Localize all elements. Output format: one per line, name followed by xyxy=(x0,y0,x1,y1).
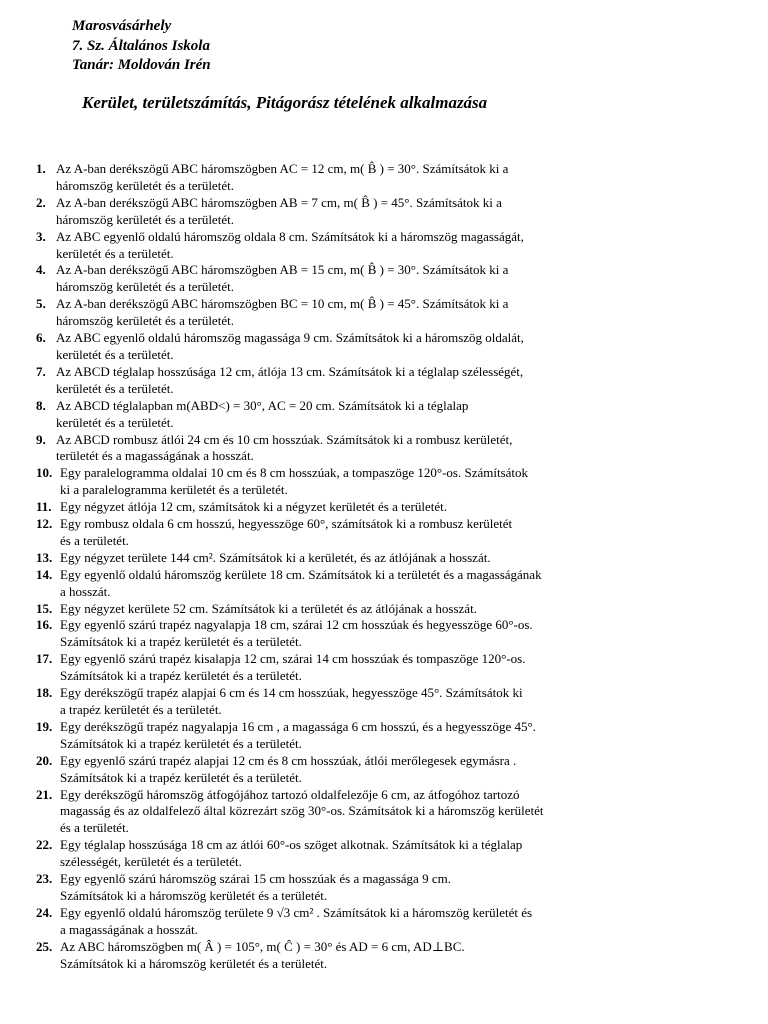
problem-item xyxy=(0,229,768,263)
problem-number: 8. xyxy=(36,397,46,413)
problem-text: Az ABCD téglalapban m(ABD<) = 30°, AC = 20 cm. Számítsátok ki a téglalap xyxy=(56,397,469,413)
problem-list xyxy=(0,161,768,973)
problem-item xyxy=(0,651,768,685)
problem-text: Egy rombusz oldala 6 cm hosszú, hegyesszöge 60°, számítsátok ki a rombusz kerületét xyxy=(60,516,513,532)
problem-text-continued: kerületét és a területét. xyxy=(56,380,174,396)
problem-text: Egy egyenlő oldalú háromszög kerülete 18 cm. Számítsátok ki a területét és a magasságának xyxy=(60,566,542,582)
problem-text: Egy egyenlő szárú trapéz kisalapja 12 cm, szárai 14 cm hosszúak és tompaszöge 120°-os. xyxy=(60,651,526,667)
problem-text: Egy paralelogramma oldalai 10 cm és 8 cm hosszúak, a tompaszöge 120°-os. Számítsátok xyxy=(60,465,529,481)
problem-item xyxy=(0,617,768,651)
problem-number: 1. xyxy=(36,161,46,176)
problem-number: 4. xyxy=(36,262,46,278)
problem-item xyxy=(0,939,768,973)
problem-text-continued: Számítsátok ki a háromszög kerületét és a területét. xyxy=(60,887,328,903)
problem-text-continued: Számítsátok ki a trapéz kerületét és a területét. xyxy=(60,769,302,785)
problem-number: 25. xyxy=(36,938,53,954)
problem-number: 21. xyxy=(36,786,53,802)
problem-item xyxy=(0,601,768,618)
problem-text: Egy derékszögű háromszög átfogójához tartozó oldalfelezője 6 cm, az átfogóhoz tartozó xyxy=(60,786,520,802)
problem-item xyxy=(0,330,768,364)
problem-text-continued: szélességét, kerületét és a területét. xyxy=(60,854,242,870)
problem-text-continued: kerületét és a területét. xyxy=(56,346,174,362)
problem-item xyxy=(0,516,768,550)
problem-text-continued: háromszög kerületét és a területét. xyxy=(56,279,234,295)
problem-number: 14. xyxy=(36,566,53,582)
problem-text: Az A-ban derékszögű ABC háromszögben AB = 15 cm, m( B̂ ) = 30°. Számítsátok ki a xyxy=(56,262,509,278)
problem-number: 6. xyxy=(36,330,46,346)
problem-item xyxy=(0,719,768,753)
problem-text: Egy négyzet kerülete 52 cm. Számítsátok ki a területét és az átlójának a hosszát. xyxy=(60,600,477,616)
problem-text-continued: háromszög kerületét és a területét. xyxy=(56,177,234,193)
problem-item xyxy=(0,550,768,567)
problem-number: 5. xyxy=(36,296,46,312)
problem-number: 2. xyxy=(36,194,46,210)
problem-text: Az A-ban derékszögű ABC háromszögben BC = 10 cm, m( B̂ ) = 45°. Számítsátok ki a xyxy=(56,296,509,312)
problem-number: 17. xyxy=(36,651,53,667)
problem-number: 19. xyxy=(36,718,53,734)
problem-number: 7. xyxy=(36,363,46,379)
problem-number: 12. xyxy=(36,516,53,532)
problem-text: Egy négyzet átlója 12 cm, számítsátok ki a négyzet kerületét és a területét. xyxy=(60,499,447,515)
problem-item xyxy=(0,465,768,499)
problem-text: Az ABCD rombusz átlói 24 cm és 10 cm hosszúak. Számítsátok ki a rombusz kerületét, xyxy=(56,431,513,447)
problem-text: Egy téglalap hosszúsága 18 cm az átlói 60°-os szöget alkotnak. Számítsátok ki a téglalap xyxy=(60,837,523,853)
problem-number: 20. xyxy=(36,752,53,768)
problem-text: Az ABC háromszögben m( Â ) = 105°, m( Ĉ ) = 30° és AD = 6 cm, AD⊥BC. xyxy=(60,938,465,954)
problem-text: Az A-ban derékszögű ABC háromszögben AB = 7 cm, m( B̂ ) = 45°. Számítsátok ki a xyxy=(56,194,502,210)
problem-text: Egy egyenlő oldalú háromszög területe 9 √3 cm² . Számítsátok ki a háromszög kerületét és xyxy=(60,904,533,920)
problem-text-continued: és a területét. xyxy=(60,532,129,548)
problem-item xyxy=(0,905,768,939)
problem-item xyxy=(0,871,768,905)
problem-text-continued: a hosszát. xyxy=(60,583,111,599)
problem-number: 16. xyxy=(36,617,53,633)
problem-text: Egy derékszögű trapéz nagyalapja 16 cm , a magassága 6 cm hosszú, és a hegyesszöge 45°. xyxy=(60,718,536,734)
page-title: Kerület, területszámítás, Pitágorász tételének alkalmazása xyxy=(82,93,488,112)
problem-number: 22. xyxy=(36,837,53,853)
problem-text: Az A-ban derékszögű ABC háromszögben AC = 12 cm, m( B̂ ) = 30°. Számítsátok ki a xyxy=(56,161,509,176)
problem-text-continued: magasság és az oldalfelező által közrezárt szög 30°-os. Számítsátok ki a háromszög kerületét xyxy=(60,803,544,819)
problem-number: 18. xyxy=(36,685,53,701)
problem-text: Egy egyenlő szárú trapéz alapjai 12 cm és 8 cm hosszúak, átlói merőlegesek egymásra . xyxy=(60,752,517,768)
problem-item xyxy=(0,398,768,432)
problem-text: Egy négyzet területe 144 cm². Számítsátok ki a kerületét, és az átlójának a hosszát. xyxy=(60,549,491,565)
problem-text: Az ABC egyenlő oldalú háromszög magassága 9 cm. Számítsátok ki a háromszög oldalát, xyxy=(56,330,524,346)
problem-text-continued: kerületét és a területét. xyxy=(56,245,174,261)
problem-text-continued: ki a paralelogramma kerületét és a területét. xyxy=(60,482,288,498)
problem-item xyxy=(0,432,768,466)
problem-number: 15. xyxy=(36,600,53,616)
problem-item xyxy=(0,364,768,398)
problem-number: 24. xyxy=(36,904,53,920)
problem-text-continued: Számítsátok ki a trapéz kerületét és a területét. xyxy=(60,668,302,684)
problem-item xyxy=(0,837,768,871)
problem-text-continued: Számítsátok ki a trapéz kerületét és a területét. xyxy=(60,735,302,751)
problem-text-continued: kerületét és a területét. xyxy=(56,414,174,430)
problem-item xyxy=(0,567,768,601)
problem-number: 23. xyxy=(36,871,53,887)
problem-item xyxy=(0,296,768,330)
header-block xyxy=(72,17,211,76)
problem-item xyxy=(0,499,768,516)
problem-text-continued: Számítsátok ki a háromszög kerületét és a területét. xyxy=(60,955,328,971)
problem-item xyxy=(0,685,768,719)
problem-number: 11. xyxy=(36,499,52,515)
problem-text-continued: háromszög kerületét és a területét. xyxy=(56,313,234,329)
problem-number: 3. xyxy=(36,228,46,244)
problem-text: Az ABCD téglalap hosszúsága 12 cm, átlója 13 cm. Számítsátok ki a téglalap szélességét, xyxy=(56,363,524,379)
header-school: 7. Sz. Általános Iskola xyxy=(72,37,210,54)
problem-text: Az ABC egyenlő oldalú háromszög oldala 8 cm. Számítsátok ki a háromszög magasságát, xyxy=(56,228,524,244)
problem-item xyxy=(0,195,768,229)
problem-number: 10. xyxy=(36,465,53,481)
problem-number: 9. xyxy=(36,431,46,447)
problem-text-continued: Számítsátok ki a trapéz kerületét és a területét. xyxy=(60,634,302,650)
problem-text-continued: háromszög kerületét és a területét. xyxy=(56,211,234,227)
problem-text: Egy egyenlő szárú háromszög szárai 15 cm hosszúak és a magassága 9 cm. xyxy=(60,871,451,887)
problem-text: Egy derékszögű trapéz alapjai 6 cm és 14 cm hosszúak, hegyesszöge 45°. Számítsátok ki xyxy=(60,685,523,701)
problem-text-continued: területét és a magasságának a hosszát. xyxy=(56,448,254,464)
problem-item xyxy=(0,753,768,787)
problem-item xyxy=(0,787,768,838)
problem-text-continued: a trapéz kerületét és a területét. xyxy=(60,702,222,717)
problem-text-continued: a magasságának a hosszát. xyxy=(60,921,198,937)
problem-item xyxy=(0,161,768,195)
problem-text: Egy egyenlő szárú trapéz nagyalapja 18 cm, szárai 12 cm hosszúak és hegyesszöge 60°-os. xyxy=(60,617,533,633)
header-teacher: Tanár: Moldován Irén xyxy=(72,57,211,73)
problem-number: 13. xyxy=(36,549,53,565)
problem-item xyxy=(0,262,768,296)
problem-text-continued: és a területét. xyxy=(60,820,129,836)
header-city: Marosvásárhely xyxy=(72,18,172,34)
